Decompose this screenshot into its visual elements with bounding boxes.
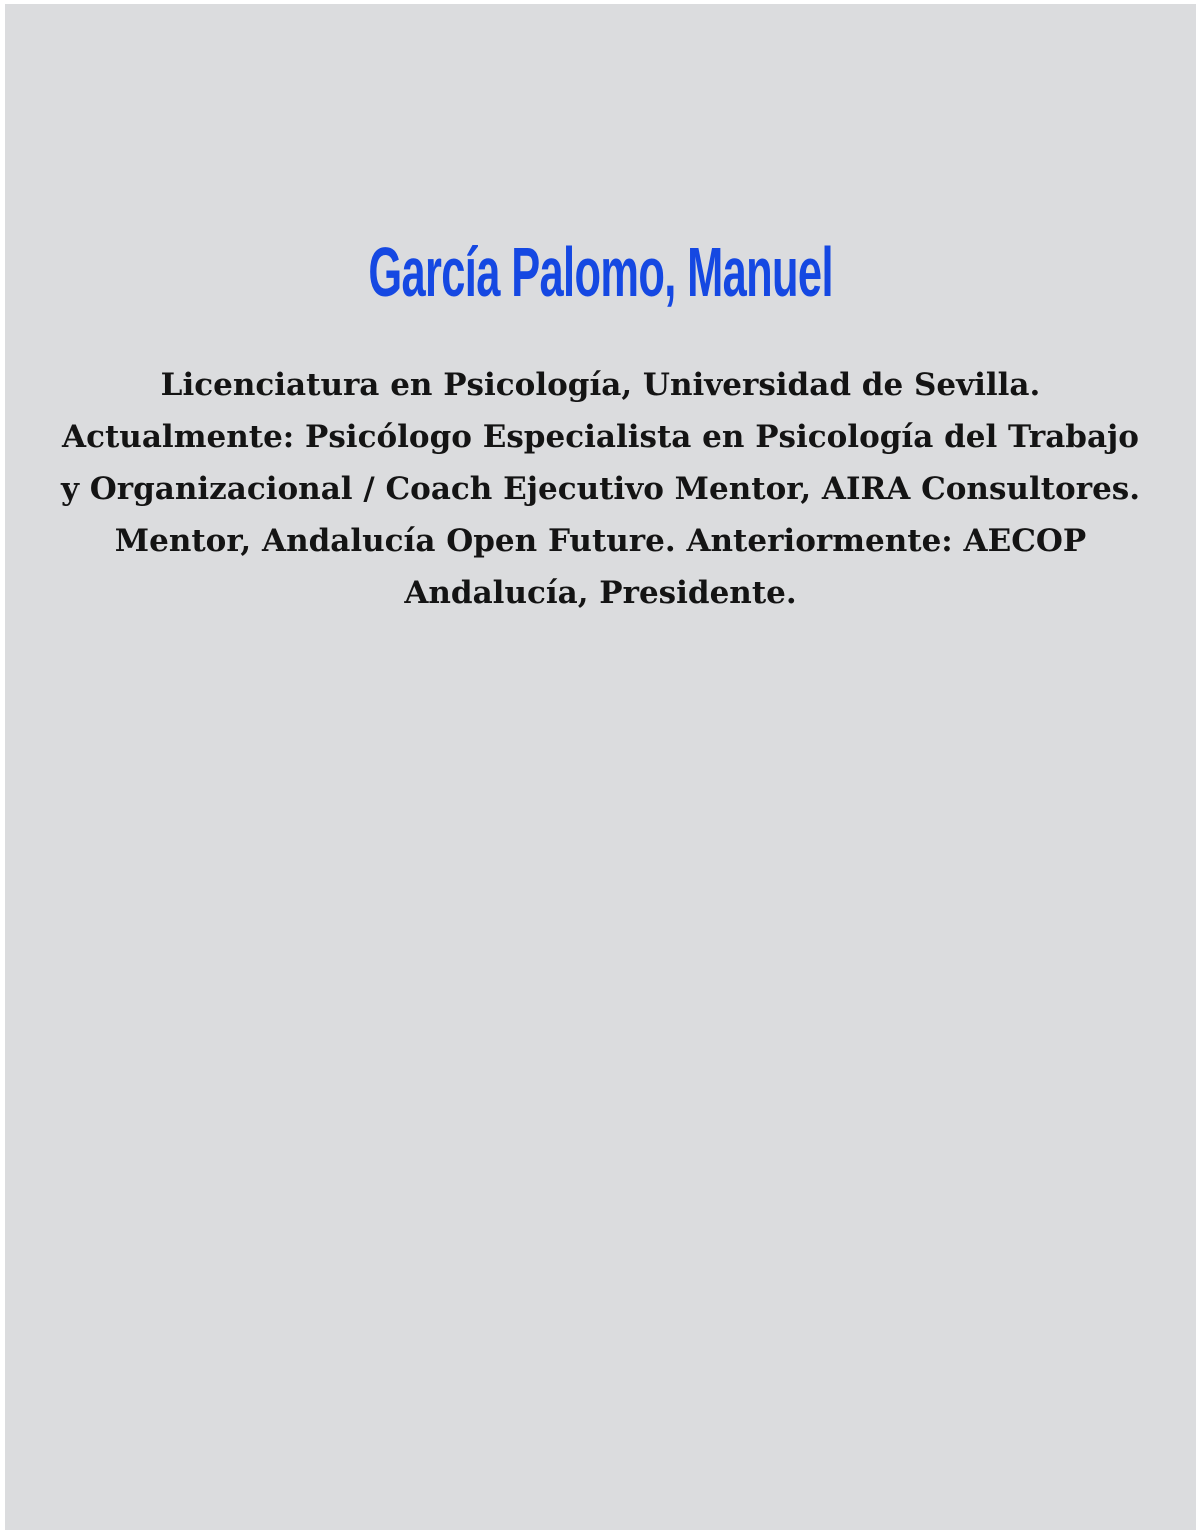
title-container [5,232,1196,313]
bio-line: Andalucía, Presidente. [404,574,797,611]
bio-line: y Organizacional / Coach Ejecutivo Mentor, AIRA Consultores. [60,470,1141,507]
content-area [5,4,1196,1530]
bio-paragraph [5,359,1196,619]
page-title: García Palomo, Manuel [368,233,833,311]
bio-line: Mentor, Andalucía Open Future. Anteriormente: AECOP [114,522,1087,559]
bio-line: Licenciatura en Psicología, Universidad de Sevilla. [160,366,1041,403]
bio-line: Actualmente: Psicólogo Especialista en Psicología del Trabajo [62,418,1139,455]
